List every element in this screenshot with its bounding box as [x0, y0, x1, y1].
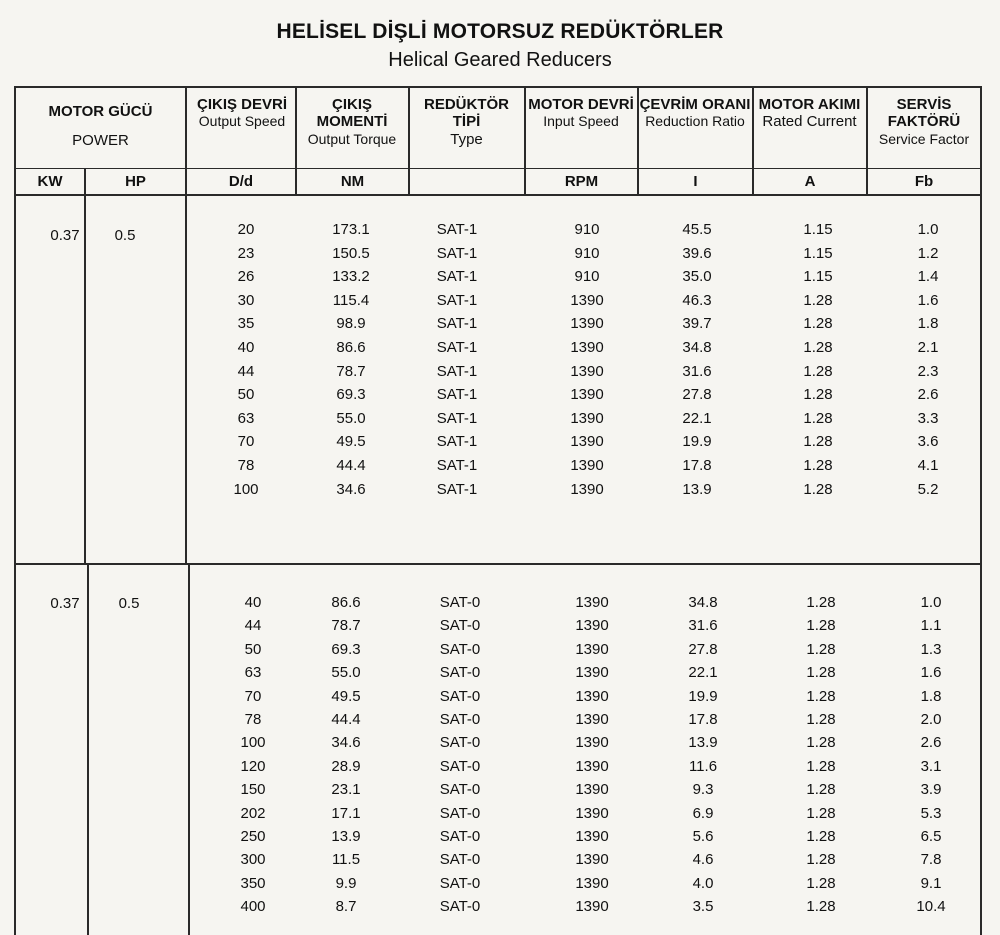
cell-service-factor: 3.6 [917, 433, 939, 451]
header-input-speed-tr: MOTOR DEVRİ [528, 96, 634, 113]
header-reducer-type-tr: REDÜKTÖR TİPİ [424, 96, 509, 131]
header-output-speed-en: Output Speed [198, 113, 286, 130]
page-subtitle: Helical Geared Reducers [388, 49, 612, 71]
table-row [0, 662, 1000, 686]
cell-output-speed: 35 [237, 315, 255, 333]
header-input-speed [526, 96, 636, 129]
cell-ratio: 13.9 [682, 480, 712, 498]
header-reducer-type [410, 96, 523, 148]
table-row [0, 756, 1000, 780]
header-unit-divider [14, 168, 982, 169]
cell-input-speed: 1390 [570, 409, 604, 427]
table-row [0, 431, 1000, 455]
cell-reducer-type: SAT-1 [436, 244, 478, 262]
cell-output-speed: 202 [240, 804, 266, 822]
cell-ratio: 3.5 [692, 898, 714, 916]
cell-service-factor: 3.9 [920, 781, 942, 799]
unit-hp: HP [125, 173, 146, 190]
cell-reducer-type: SAT-1 [436, 339, 478, 356]
cell-service-factor: 3.1 [920, 757, 942, 775]
cell-input-speed: 1390 [570, 291, 604, 309]
cell-service-factor: 2.3 [917, 362, 939, 380]
cell-reducer-type: SAT-1 [436, 480, 478, 498]
cell-current: 1.28 [806, 594, 836, 611]
unit-output-speed: D/d [228, 173, 254, 190]
cell-service-factor: 6.5 [920, 828, 942, 845]
cell-output-torque: 55.0 [331, 664, 361, 682]
cell-current: 1.28 [803, 362, 833, 380]
header-current [754, 96, 865, 131]
table-row [0, 732, 1000, 756]
cell-current: 1.28 [803, 291, 833, 309]
cell-current: 1.28 [806, 874, 836, 892]
cell-output-speed: 100 [233, 480, 259, 498]
cell-current: 1.28 [806, 734, 836, 752]
cell-current: 1.15 [803, 268, 833, 286]
cell-current: 1.28 [806, 828, 836, 845]
cell-service-factor: 9.1 [920, 874, 942, 892]
table-row [0, 779, 1000, 803]
header-service-factor [868, 96, 980, 147]
group-2-kw: 0.37 [50, 595, 80, 612]
cell-output-speed: 50 [244, 640, 262, 658]
cell-input-speed: 1390 [570, 457, 604, 474]
cell-reducer-type: SAT-0 [439, 594, 481, 611]
unit-current: A [804, 173, 816, 190]
header-reducer-type-en: Type [450, 130, 483, 148]
cell-service-factor: 5.3 [920, 804, 942, 822]
unit-kw: KW [37, 173, 63, 190]
cell-input-speed: 1390 [575, 687, 609, 705]
cell-output-speed: 40 [237, 339, 255, 356]
cell-output-speed: 30 [237, 291, 255, 309]
table-row [0, 826, 1000, 850]
cell-output-speed: 300 [240, 851, 266, 869]
cell-output-speed: 70 [244, 687, 262, 705]
cell-current: 1.28 [803, 457, 833, 474]
cell-output-speed: 400 [240, 898, 266, 916]
cell-reducer-type: SAT-0 [439, 734, 481, 752]
cell-service-factor: 2.0 [920, 711, 942, 728]
table-row [0, 803, 1000, 827]
cell-ratio: 35.0 [682, 268, 712, 286]
cell-reducer-type: SAT-0 [439, 664, 481, 682]
cell-input-speed: 1390 [575, 594, 609, 611]
cell-reducer-type: SAT-0 [439, 874, 481, 892]
table-row [0, 686, 1000, 710]
cell-ratio: 39.6 [682, 244, 712, 262]
table-row [0, 592, 1000, 616]
cell-ratio: 9.3 [692, 781, 714, 799]
cell-reducer-type: SAT-1 [436, 362, 478, 380]
cell-output-torque: 34.6 [331, 734, 361, 752]
cell-service-factor: 1.2 [917, 244, 939, 262]
cell-input-speed: 1390 [570, 362, 604, 380]
cell-ratio: 13.9 [688, 734, 718, 752]
cell-output-torque: 49.5 [336, 433, 366, 451]
cell-reducer-type: SAT-1 [436, 268, 478, 286]
cell-current: 1.28 [803, 409, 833, 427]
cell-input-speed: 1390 [570, 386, 604, 404]
cell-output-speed: 26 [237, 268, 255, 286]
header-bottom-border [14, 194, 982, 196]
unit-service-factor: Fb [914, 173, 934, 190]
cell-ratio: 17.8 [682, 457, 712, 474]
cell-reducer-type: SAT-1 [436, 221, 478, 238]
cell-service-factor: 4.1 [917, 457, 939, 474]
cell-reducer-type: SAT-1 [436, 409, 478, 427]
header-ratio [639, 96, 751, 129]
table-row [0, 408, 1000, 432]
cell-reducer-type: SAT-0 [439, 617, 481, 635]
cell-reducer-type: SAT-0 [439, 851, 481, 869]
cell-service-factor: 1.0 [920, 594, 942, 611]
cell-output-torque: 13.9 [331, 828, 361, 845]
cell-input-speed: 1390 [575, 898, 609, 916]
cell-reducer-type: SAT-1 [436, 386, 478, 404]
cell-ratio: 31.6 [688, 617, 718, 635]
page-title: HELİSEL DİŞLİ MOTORSUZ REDÜKTÖRLER [276, 20, 724, 43]
unit-input-speed: RPM [564, 173, 599, 190]
cell-input-speed: 1390 [575, 757, 609, 775]
cell-output-speed: 78 [237, 457, 255, 474]
header-power-tr: MOTOR GÜCÜ [48, 103, 153, 120]
cell-ratio: 17.8 [688, 711, 718, 728]
cell-service-factor: 2.1 [917, 339, 939, 356]
table-row [0, 615, 1000, 639]
cell-output-torque: 44.4 [331, 711, 361, 728]
cell-service-factor: 2.6 [917, 386, 939, 404]
cell-input-speed: 1390 [575, 711, 609, 728]
header-output-torque-en: Output Torque [307, 130, 397, 147]
cell-output-torque: 86.6 [336, 339, 366, 356]
header-output-speed-tr: ÇIKIŞ DEVRİ [196, 96, 287, 113]
cell-ratio: 11.6 [688, 757, 718, 775]
cell-output-speed: 50 [237, 386, 255, 404]
cell-output-speed: 350 [240, 874, 266, 892]
cell-current: 1.28 [806, 711, 836, 728]
cell-service-factor: 10.4 [916, 898, 946, 916]
header-power-en: POWER [72, 132, 129, 150]
table-row [0, 361, 1000, 385]
cell-output-torque: 11.5 [331, 851, 361, 869]
cell-input-speed: 1390 [570, 480, 604, 498]
cell-reducer-type: SAT-0 [439, 640, 481, 658]
cell-input-speed: 1390 [575, 828, 609, 845]
cell-output-speed: 44 [237, 362, 255, 380]
table-row [0, 266, 1000, 290]
cell-current: 1.28 [803, 433, 833, 451]
table-row [0, 384, 1000, 408]
header-service-factor-en: Service Factor [878, 130, 970, 147]
cell-reducer-type: SAT-0 [439, 781, 481, 799]
cell-current: 1.28 [806, 757, 836, 775]
table-row [0, 243, 1000, 267]
cell-ratio: 22.1 [688, 664, 718, 682]
header-output-torque [297, 96, 407, 147]
cell-output-torque: 17.1 [331, 804, 361, 822]
cell-output-speed: 150 [240, 781, 266, 799]
cell-current: 1.28 [803, 339, 833, 356]
cell-input-speed: 1390 [575, 874, 609, 892]
table-row [0, 849, 1000, 873]
table-row [0, 219, 1000, 243]
cell-output-speed: 120 [240, 757, 266, 775]
cell-ratio: 22.1 [682, 409, 712, 427]
group-1-hp: 0.5 [114, 227, 136, 244]
cell-current: 1.28 [803, 386, 833, 404]
cell-current: 1.28 [806, 781, 836, 799]
cell-ratio: 27.8 [688, 640, 718, 658]
table-row [0, 479, 1000, 503]
cell-output-torque: 28.9 [331, 757, 361, 775]
table-row [0, 337, 1000, 361]
cell-output-torque: 55.0 [336, 409, 366, 427]
cell-ratio: 5.6 [692, 828, 714, 845]
cell-current: 1.28 [806, 687, 836, 705]
cell-output-torque: 69.3 [336, 386, 366, 404]
cell-reducer-type: SAT-0 [439, 757, 481, 775]
table-row [0, 873, 1000, 897]
cell-output-torque: 115.4 [332, 291, 370, 309]
cell-service-factor: 3.3 [917, 409, 939, 427]
cell-input-speed: 1390 [575, 804, 609, 822]
cell-reducer-type: SAT-0 [439, 804, 481, 822]
cell-output-torque: 69.3 [331, 640, 361, 658]
cell-service-factor: 1.3 [920, 640, 942, 658]
header-service-factor-tr: SERVİS FAKTÖRÜ [887, 96, 961, 131]
cell-service-factor: 1.0 [917, 221, 939, 238]
header-output-torque-tr: ÇIKIŞ MOMENTİ [316, 96, 388, 131]
cell-reducer-type: SAT-0 [439, 687, 481, 705]
cell-current: 1.28 [806, 640, 836, 658]
cell-service-factor: 7.8 [920, 851, 942, 869]
cell-input-speed: 1390 [575, 851, 609, 869]
cell-reducer-type: SAT-1 [436, 433, 478, 451]
table-row [0, 455, 1000, 479]
header-output-speed [190, 96, 294, 129]
cell-output-torque: 78.7 [331, 617, 361, 635]
group-2-hp: 0.5 [118, 595, 140, 612]
cell-service-factor: 1.1 [920, 617, 942, 635]
cell-input-speed: 1390 [575, 781, 609, 799]
cell-output-speed: 63 [244, 664, 262, 682]
cell-output-torque: 34.6 [336, 480, 366, 498]
cell-service-factor: 1.8 [920, 687, 942, 705]
cell-input-speed: 910 [574, 221, 600, 238]
cell-current: 1.28 [806, 898, 836, 916]
group-1-kw: 0.37 [50, 227, 80, 244]
cell-output-torque: 8.7 [335, 898, 357, 916]
cell-input-speed: 1390 [575, 734, 609, 752]
cell-output-torque: 49.5 [331, 687, 361, 705]
cell-output-torque: 23.1 [331, 781, 361, 799]
cell-output-speed: 100 [240, 734, 266, 752]
unit-output-torque: NM [340, 173, 365, 190]
cell-ratio: 27.8 [682, 386, 712, 404]
cell-ratio: 6.9 [692, 804, 714, 822]
cell-output-torque: 150.5 [332, 244, 370, 262]
cell-current: 1.15 [803, 244, 833, 262]
cell-input-speed: 1390 [575, 640, 609, 658]
table-top-border [14, 86, 982, 88]
cell-input-speed: 1390 [570, 433, 604, 451]
header-current-en: Rated Current [762, 113, 857, 131]
cell-reducer-type: SAT-1 [436, 457, 478, 474]
cell-current: 1.28 [806, 851, 836, 869]
cell-output-torque: 86.6 [331, 594, 361, 611]
cell-service-factor: 1.6 [917, 291, 939, 309]
table-row [0, 896, 1000, 920]
header-current-tr: MOTOR AKIMI [758, 96, 861, 113]
cell-output-torque: 133.2 [332, 268, 370, 286]
cell-output-speed: 23 [237, 244, 255, 262]
cell-output-torque: 44.4 [336, 457, 366, 474]
cell-service-factor: 1.8 [917, 315, 939, 333]
unit-ratio: I [693, 173, 698, 190]
header-ratio-en: Reduction Ratio [645, 113, 745, 130]
cell-input-speed: 910 [574, 244, 600, 262]
cell-input-speed: 1390 [570, 315, 604, 333]
cell-ratio: 34.8 [682, 339, 712, 356]
header-input-speed-en: Input Speed [543, 113, 619, 130]
cell-reducer-type: SAT-0 [439, 711, 481, 728]
cell-ratio: 31.6 [682, 362, 712, 380]
cell-output-torque: 9.9 [335, 874, 357, 892]
cell-current: 1.28 [803, 480, 833, 498]
header-ratio-tr: ÇEVRİM ORANI [639, 96, 751, 113]
cell-output-torque: 173.1 [332, 221, 370, 238]
cell-ratio: 34.8 [688, 594, 718, 611]
cell-output-speed: 70 [237, 433, 255, 451]
cell-reducer-type: SAT-1 [436, 291, 478, 309]
table-row [0, 709, 1000, 733]
table-row [0, 313, 1000, 337]
cell-input-speed: 1390 [575, 664, 609, 682]
cell-current: 1.28 [803, 315, 833, 333]
cell-service-factor: 1.6 [920, 664, 942, 682]
cell-ratio: 45.5 [682, 221, 712, 238]
cell-ratio: 19.9 [682, 433, 712, 451]
cell-ratio: 19.9 [688, 687, 718, 705]
cell-input-speed: 1390 [575, 617, 609, 635]
table-row [0, 639, 1000, 663]
cell-output-speed: 250 [240, 828, 266, 845]
cell-output-torque: 78.7 [336, 362, 366, 380]
cell-reducer-type: SAT-1 [436, 315, 478, 333]
cell-input-speed: 1390 [570, 339, 604, 356]
cell-current: 1.28 [806, 617, 836, 635]
cell-output-torque: 98.9 [336, 315, 366, 333]
table-row [0, 290, 1000, 314]
group-divider [14, 563, 982, 565]
cell-service-factor: 5.2 [917, 480, 939, 498]
cell-ratio: 4.0 [692, 874, 714, 892]
header-power [16, 103, 185, 150]
cell-reducer-type: SAT-0 [439, 898, 481, 916]
cell-ratio: 46.3 [682, 291, 712, 309]
cell-current: 1.28 [806, 664, 836, 682]
cell-service-factor: 1.4 [917, 268, 939, 286]
cell-ratio: 39.7 [682, 315, 712, 333]
cell-current: 1.28 [806, 804, 836, 822]
cell-service-factor: 2.6 [920, 734, 942, 752]
cell-ratio: 4.6 [692, 851, 714, 869]
cell-output-speed: 63 [237, 409, 255, 427]
cell-current: 1.15 [803, 221, 833, 238]
cell-output-speed: 44 [244, 617, 262, 635]
cell-input-speed: 910 [574, 268, 600, 286]
cell-output-speed: 78 [244, 711, 262, 728]
cell-output-speed: 20 [237, 221, 255, 238]
cell-output-speed: 40 [244, 594, 262, 611]
cell-reducer-type: SAT-0 [439, 828, 481, 845]
